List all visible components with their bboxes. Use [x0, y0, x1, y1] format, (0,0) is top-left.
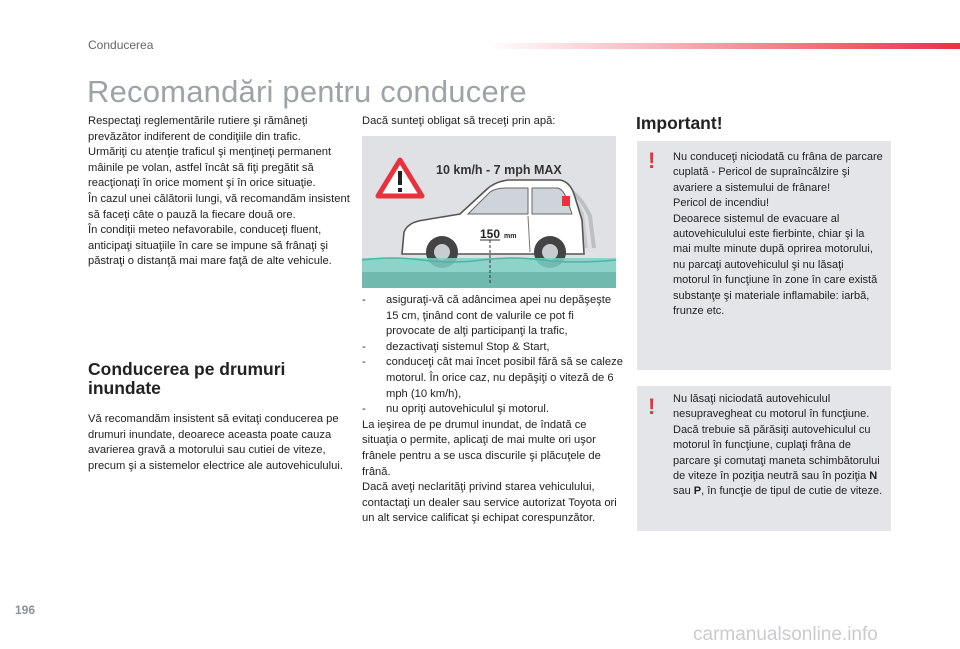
warning-box-parking-brake: [637, 141, 891, 370]
list-item: - conduceţi cât mai încet posibil fără să se caleze motorul. În orice caz, nu depăşiţi o viteză de 6 mph (10 km/h),: [362, 356, 623, 400]
depth-unit: mm: [504, 233, 517, 240]
flooded-roads-text: Vă recomandăm insistent să evitaţi conducerea pe drumuri inundate, deoarece aceasta poate cauza avarierea gravă a motorului sau cutiei de viteze, precum şi a sistemelor electrice ale autovehiculului.: [88, 413, 343, 472]
section-heading: Conducerea pe drumuri inundate: [88, 359, 286, 398]
warning-triangle-icon: [378, 160, 422, 196]
water-intro: Dacă sunteţi obligat să treceţi prin apă:: [362, 115, 556, 127]
paragraph: Respectaţi reglementările rutiere şi rămâneţi prevăzător indiferent de condiţiile din trafic.: [88, 115, 308, 143]
exclamation-mark-icon: !: [648, 394, 656, 419]
water-surface: [362, 258, 616, 272]
water-crossing-figure: [362, 136, 616, 288]
car-in-water-illustration: [362, 136, 616, 288]
header-accent-bar: [488, 43, 960, 49]
paragraph: La ieşirea de pe drumul inundat, de îndată ce situaţia o permite, aplicaţi de mai multe ori uşor frânele pentru a se usca discurile şi plăcuţele de frână.: [362, 418, 601, 478]
important-heading: Important!: [636, 113, 723, 133]
depth-value: 150: [480, 227, 501, 241]
list-item: - nu opriţi autovehiculul şi motorul.: [362, 403, 549, 416]
speed-limit-label: 10 km/h - 7 mph MAX: [436, 163, 562, 177]
paragraph: Dacă aveţi neclarităţi privind starea vehiculului, contactaţi un dealer sau service autorizat Toyota ori un alt service calificat şi echipat corespunzător.: [362, 481, 617, 525]
water-instructions: [362, 293, 624, 527]
list-item: - asiguraţi-vă că adâncimea apei nu depăşeşte 15 cm, ţinând cont de valurile ce pot fi provocate de alţi participanţi la trafic,: [362, 294, 612, 338]
section-label: Conducerea: [88, 38, 154, 52]
list-item: - dezactivaţi sistemul Stop & Start,: [362, 340, 550, 353]
exclamation-mark-icon: !: [648, 148, 656, 173]
intro-text: [88, 114, 350, 270]
page-title: Recomandări pentru conducere: [87, 74, 527, 109]
paragraph: În condiţii meteo nefavorabile, conduceţi fluent, anticipaţi situaţiile în care se impune să frânaţi şi păstraţi o distanţă mai mare faţă de alte vehicule.: [88, 224, 332, 268]
paragraph: Urmăriţi cu atenţie traficul şi menţineţi permanent mâinile pe volan, astfel încât să fiţi pregătit să reacţionaţi în orice moment şi în orice situaţie.: [88, 146, 332, 190]
warning-text: Nu conduceţi niciodată cu frâna de parcare cuplată - Pericol de supraîncălzire şi avariere a sistemului de frânare! Pericol de incendiu! Deoarece sistemul de evacuare al autovehiculului este fierbinte, chiar şi la mai multe minute după oprirea motorului, nu parcaţi autovehiculul şi nu lăsaţi motorul în funcţiune în zone în care există substanţe şi materiale inflamabile: iarbă, frunze etc.: [673, 151, 883, 318]
page-number: 196: [15, 603, 36, 617]
paragraph: În cazul unei călătorii lungi, vă recomandăm insistent să faceţi câte o pauză la fiecare două ore.: [88, 192, 350, 221]
warning-text: Nu lăsaţi niciodată autovehiculul nesupravegheat cu motorul în funcţiune. Dacă trebuie să părăsiţi autovehiculul cu motorul în funcţiune, cuplaţi frâna de parcare şi comutaţi maneta schimbătorului de viteze în poziţia neutră sau în poziţia N sau P, în funcţie de tipul de cutie de viteze.: [673, 393, 883, 498]
watermark: carmanualsonline.info: [693, 624, 878, 645]
warning-box-unattended: [637, 386, 891, 531]
